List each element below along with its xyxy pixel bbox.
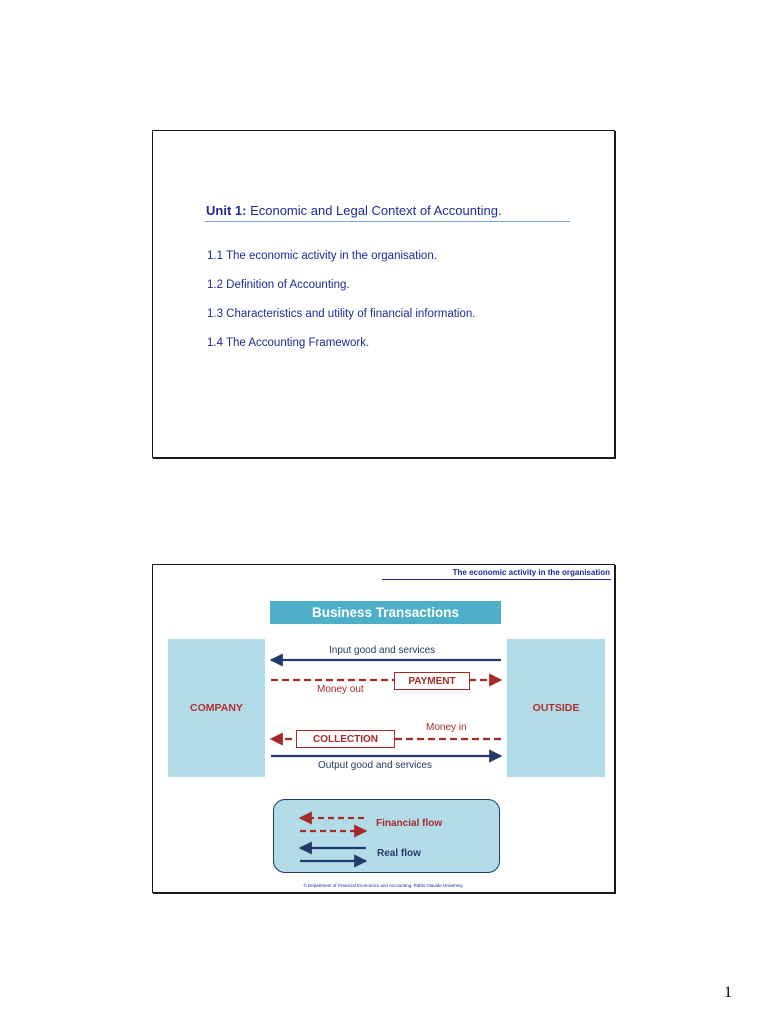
slide-unit-overview <box>152 130 615 458</box>
diagram-title: Business Transactions <box>270 601 501 624</box>
input-goods-label: Input good and services <box>329 645 436 656</box>
unit-title-rest: Economic and Legal Context of Accounting. <box>246 203 502 218</box>
topic-item: 1.2 Definition of Accounting. <box>207 279 350 291</box>
topic-item: 1.4 The Accounting Framework. <box>207 337 370 349</box>
financial-flow-label: Financial flow <box>376 818 443 829</box>
page-number: 1 <box>724 984 732 1001</box>
real-flow-label: Real flow <box>377 848 421 859</box>
legend-box <box>273 799 500 873</box>
outside-label: OUTSIDE <box>532 702 580 714</box>
money-in-label: Money in <box>426 722 467 733</box>
topic-item: 1.3 Characteristics and utility of financial information. <box>207 308 476 320</box>
company-label: COMPANY <box>190 702 243 714</box>
title-underline <box>205 221 570 222</box>
unit-title <box>206 203 502 218</box>
money-out-label: Money out <box>317 684 364 695</box>
legend-swatches <box>274 800 501 874</box>
topic-item: 1.1 The economic activity in the organisation. <box>207 250 437 262</box>
copyright-notice: © Department of Financial Economics and Accounting. Pablo Olavide University. <box>303 883 464 888</box>
collection-tag: COLLECTION <box>296 730 395 748</box>
unit-title-bold: Unit 1: <box>206 203 247 218</box>
payment-tag: PAYMENT <box>394 672 470 690</box>
slide-section-header: The economic activity in the organisation <box>452 568 610 577</box>
slide-business-transactions <box>152 564 615 893</box>
output-goods-label: Output good and services <box>318 760 432 771</box>
